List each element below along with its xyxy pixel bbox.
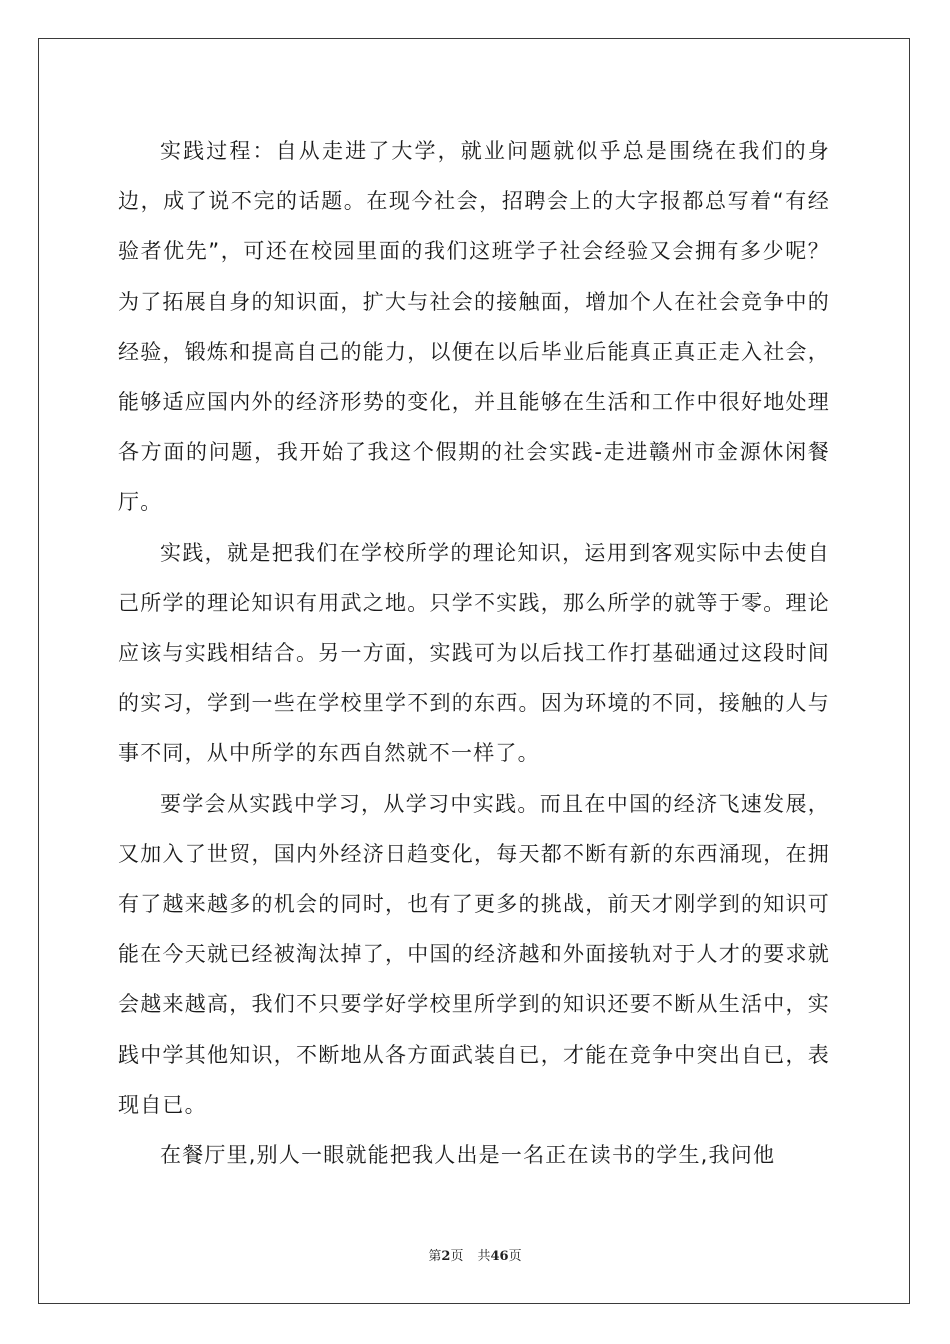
paragraph-2: 实践，就是把我们在学校所学的理论知识，运用到客观实际中去使自己所学的理论知识有用武之地。只学不实践，那么所学的就等于零。理论应该与实践相结合。另一方面，实践可为以后找工作打基础通过这段时间的实习，学到一些在学校里学不到的东西。因为环境的不同，接触的人与事不同，从中所学的东西自然就不一样了。 <box>118 540 830 766</box>
page-suffix: 页 <box>450 1249 464 1264</box>
total-page-count: 46 <box>490 1249 509 1264</box>
page-footer <box>0 1245 950 1264</box>
paragraph-1: 实践过程：自从走进了大学，就业问题就似乎总是围绕在我们的身边，成了说不完的话题。在现今社会，招聘会上的大字报都总写着“有经验者优先”，可还在校园里面的我们这班学子社会经验又会拥有多少呢？为了拓展自身的知识面，扩大与社会的接触面，增加个人在社会竞争中的经验，锻炼和提高自己的能力，以便在以后毕业后能真正真正走入社会，能够适应国内外的经济形势的变化，并且能够在生活和工作中很好地处理各方面的问题，我开始了我这个假期的社会实践-走进赣州市金源休闲餐厅。 <box>118 139 830 515</box>
document-body <box>118 126 830 1180</box>
page-prefix: 第 <box>428 1249 442 1264</box>
current-page-number: 2 <box>441 1249 451 1264</box>
paragraph-4: 在餐厅里,别人一眼就能把我人出是一名正在读书的学生,我问他 <box>160 1143 776 1168</box>
paragraph-3: 要学会从实践中学习，从学习中实践。而且在中国的经济飞速发展，又加入了世贸，国内外经济日趋变化，每天都不断有新的东西涌现，在拥有了越来越多的机会的同时，也有了更多的挑战，前天才刚学到的知识可能在今天就已经被淘汰掉了，中国的经济越和外面接轨对于人才的要求就会越来越高，我们不只要学好学校里所学到的知识还要不断从生活中，实践中学其他知识，不断地从各方面武装自已，才能在竞争中突出自已，表现自已。 <box>118 791 830 1117</box>
total-suffix: 页 <box>508 1249 522 1264</box>
total-prefix: 共 <box>477 1249 491 1264</box>
